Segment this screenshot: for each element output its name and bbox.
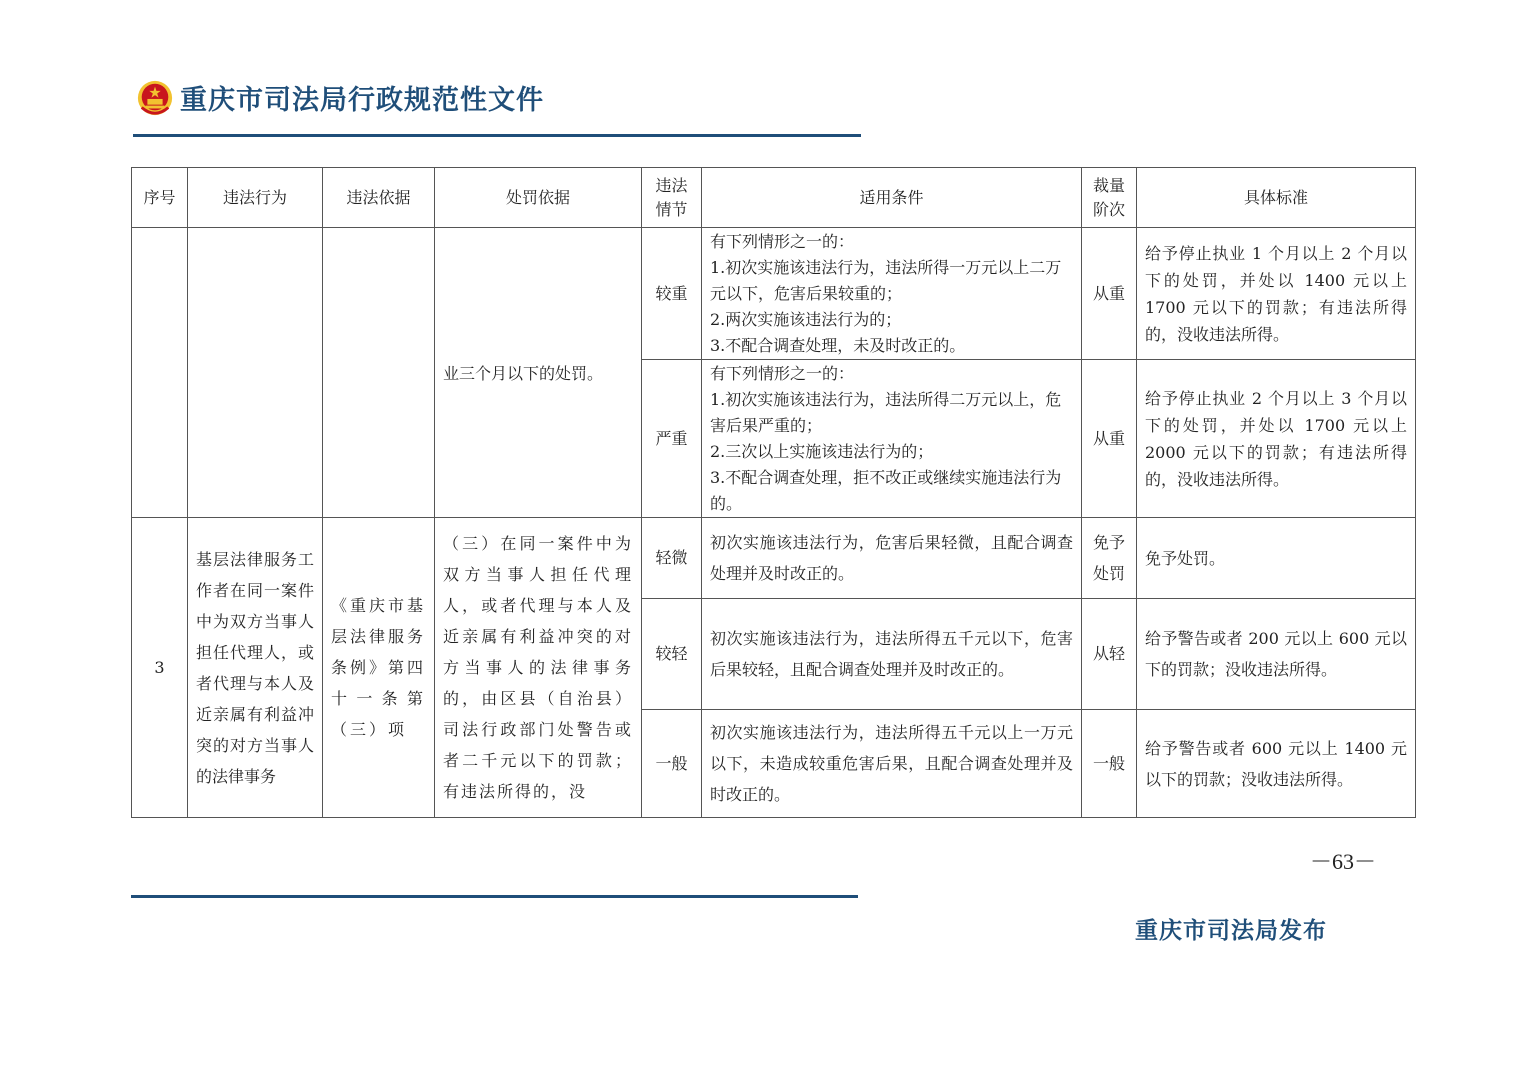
page-number: －63－ (1310, 849, 1377, 874)
standard-cell (1137, 518, 1416, 599)
col-header-level-line2: 阶次 (1092, 199, 1125, 219)
continued-legal-basis-cell (323, 228, 435, 518)
plot-text: 较轻 (655, 644, 688, 663)
condition-line: 1.初次实施该违法行为，违法所得二万元以上，危害后果严重的； (710, 389, 1062, 435)
plot-cell (642, 518, 702, 599)
legal-basis-cell (323, 518, 435, 818)
condition-line: 3.不配合调查处理，未及时改正的。 (710, 335, 966, 355)
col-header-legal-basis: 违法依据 (323, 168, 435, 228)
condition-line: 2.两次实施该违法行为的； (710, 309, 902, 329)
condition-line: 有下列情形之一的： (710, 363, 855, 383)
national-emblem-icon (136, 79, 174, 117)
table-header-row (132, 168, 1416, 228)
conditions-cell (702, 518, 1082, 599)
col-header-plot (642, 168, 702, 228)
col-header-level (1082, 168, 1137, 228)
continued-violation-cell (188, 228, 323, 518)
document-header (136, 78, 544, 117)
continued-penalty-basis-text: 业三个月以下的处罚。 (443, 363, 604, 383)
col-header-plot-line1: 违法 (655, 175, 688, 195)
plot-text: 一般 (655, 753, 688, 773)
footer-publisher: 重庆市司法局发布 (1135, 918, 1327, 944)
penalty-basis-text: （三）在同一案件中为双方当事人担任代理人，或者代理与本人及近亲属有利益冲突的对方当事人的法律事务的，由区县（自治县）司法行政部门处警告或者二千元以下的罚款；有违法所得的，没 (443, 534, 633, 801)
standard-cell (1137, 710, 1416, 818)
condition-line: 1.初次实施该违法行为，违法所得一万元以上二万元以下，危害后果较重的； (710, 257, 1062, 303)
item-number: 3 (154, 657, 165, 677)
table-row (132, 228, 1416, 360)
conditions-text: 初次实施该违法行为，违法所得五千元以上一万元以下，未造成较重危害后果，且配合调查处理并及时改正的。 (710, 723, 1073, 804)
footer-rule (131, 895, 858, 898)
level-text: 从重 (1092, 428, 1125, 448)
standard-text: 给予停止执业 2 个月以上 3 个月以下的处罚，并处以 1700 元以上 2000 元以下的罚款；有违法所得的，没收违法所得。 (1145, 388, 1407, 489)
conditions-text (702, 229, 1081, 359)
level-cell (1082, 360, 1137, 518)
header-title: 重庆市司法局行政规范性文件 (180, 85, 544, 116)
legal-basis-text: 《重庆市基层法律服务条例》第四十一条第（三）项 (331, 596, 427, 739)
plot-cell (642, 228, 702, 360)
conditions-cell (702, 710, 1082, 818)
col-header-standard: 具体标准 (1137, 168, 1416, 228)
conditions-cell (702, 599, 1082, 710)
conditions-cell (702, 228, 1082, 360)
item-number-cell (132, 518, 188, 818)
plot-text: 较重 (655, 283, 688, 303)
penalty-table (131, 167, 1416, 818)
violation-cell (188, 518, 323, 818)
level-text: 从重 (1092, 283, 1125, 303)
col-header-plot-line2: 情节 (655, 199, 688, 219)
standard-text: 免予处罚。 (1145, 548, 1226, 568)
col-header-conditions: 适用条件 (702, 168, 1082, 228)
continued-penalty-basis-cell (435, 228, 642, 518)
plot-cell (642, 360, 702, 518)
conditions-cell (702, 360, 1082, 518)
level-text: 免予处罚 (1092, 533, 1125, 583)
header-rule (133, 134, 861, 137)
col-header-level-line1: 裁量 (1092, 175, 1125, 195)
level-cell (1082, 710, 1137, 818)
level-text: 从轻 (1092, 644, 1125, 663)
conditions-text (702, 361, 1081, 517)
standard-cell (1137, 599, 1416, 710)
level-cell (1082, 228, 1137, 360)
penalty-basis-cell (435, 518, 642, 818)
col-header-violation: 违法行为 (188, 168, 323, 228)
conditions-text: 初次实施该违法行为，危害后果轻微，且配合调查处理并及时改正的。 (710, 533, 1073, 583)
plot-cell (642, 710, 702, 818)
condition-line: 有下列情形之一的： (710, 231, 855, 251)
standard-text: 给予停止执业 1 个月以上 2 个月以下的处罚，并处以 1400 元以上 1700 元以下的罚款；有违法所得的，没收违法所得。 (1145, 243, 1407, 344)
level-cell (1082, 599, 1137, 710)
violation-text: 基层法律服务工作者在同一案件中为双方当事人担任代理人，或者代理与本人及近亲属有利益冲突的对方当事人的法律事务 (196, 549, 314, 786)
standard-cell (1137, 360, 1416, 518)
plot-text: 严重 (655, 428, 688, 448)
continued-number-cell (132, 228, 188, 518)
col-header-penalty-basis: 处罚依据 (435, 168, 642, 228)
standard-text: 给予警告或者 200 元以上 600 元以下的罚款；没收违法所得。 (1145, 629, 1407, 679)
standard-text: 给予警告或者 600 元以上 1400 元以下的罚款；没收违法所得。 (1145, 738, 1407, 789)
standard-cell (1137, 228, 1416, 360)
level-cell (1082, 518, 1137, 599)
condition-line: 3.不配合调查处理，拒不改正或继续实施违法行为的。 (710, 467, 1062, 513)
conditions-text: 初次实施该违法行为，违法所得五千元以下，危害后果较轻，且配合调查处理并及时改正的。 (710, 629, 1073, 679)
plot-text: 轻微 (655, 548, 688, 567)
table-row (132, 518, 1416, 599)
condition-line: 2.三次以上实施该违法行为的； (710, 441, 934, 461)
col-header-number: 序号 (132, 168, 188, 228)
level-text: 一般 (1092, 753, 1125, 773)
plot-cell (642, 599, 702, 710)
